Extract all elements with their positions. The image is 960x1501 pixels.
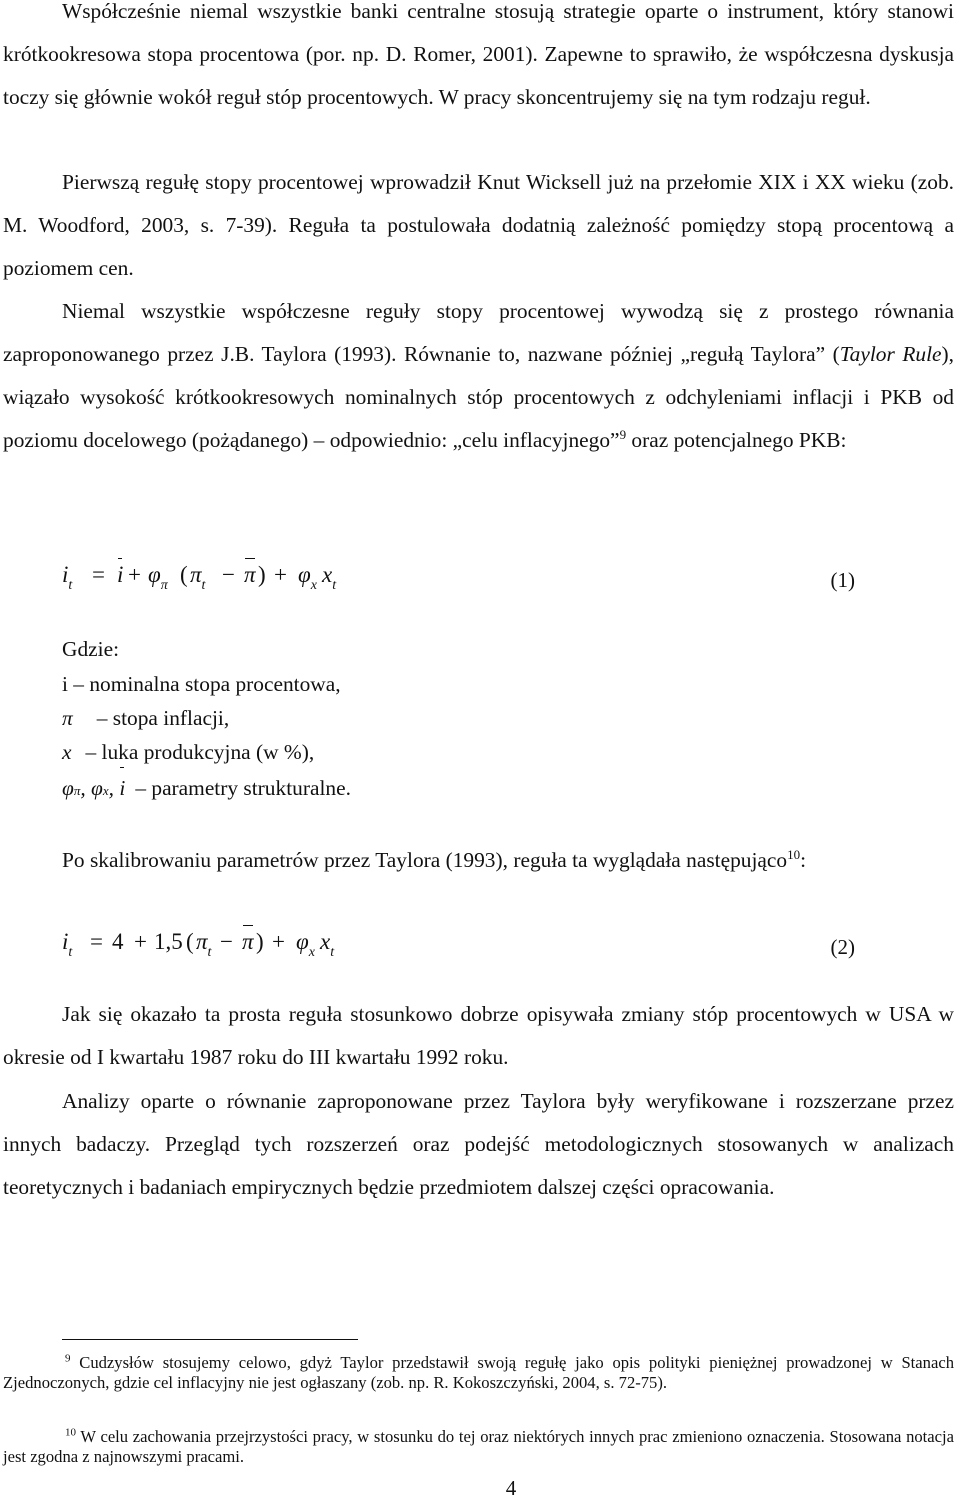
paragraph-intro: Współcześnie niemal wszystkie banki centralne stosują strategie oparte o instrument, który stanowi krótkookresowa stopa procentowa (por. np. D. Romer, 2001). Zapewne to sprawiło, że współczesna dyskusja toczy się głównie wokół reguł stóp procentowych. W pracy skoncentrujemy się na tym rodzaju reguł. [3,0,954,109]
legend-item-x: x – luka produkcyjna (w %), [62,740,315,764]
equation-1: $i_t$ = i + $\varphi_\pi$ ( $\pi_t$ − π ) + $\varphi_x$ $x_t$ (1) [62,562,855,593]
x-symbol: x [62,740,72,764]
params-symbols: φπ, φx, i [62,776,125,800]
legend-item-i: i – nominalna stopa procentowa, [62,672,341,696]
legend-heading: Gdzie: [62,637,120,661]
footnote-10: $^{10}$ W celu zachowania przejrzystości pracy, w stosunku do tej oraz niektórych innych prac zmieniono oznaczenia. Stosowana notacja jest zgodna z najnowszymi pracami. [3,1426,954,1466]
legend-item-pi: π – stopa inflacji, [62,706,230,730]
equation-2: $i_t$ = 4 + 1,5 ( $\pi_t$ − π ) + $\varphi_x$ $x_t$ (2) [62,929,855,960]
page-number: 4 [505,1476,517,1500]
legend-item-params: φπ, φx, i – parametry strukturalne. [62,771,351,808]
equation-2-number: (2) [830,935,855,959]
paragraph-usa: Jak się okazało ta prosta reguła stosunkowo dobrze opisywała zmiany stóp procentowych w USA w okresie od I kwartału 1987 roku do III kwartału 1992 roku. [3,1002,954,1069]
paragraph-analyses: Analizy oparte o równanie zaproponowane przez Taylora były weryfikowane i rozszerzane przez innych badaczy. Przegląd tych rozszerzeń oraz podejść metodologicznych stosowanych w analizach teoretycznych i badaniach empirycznych będzie przedmiotem dalszej części opracowania. [3,1089,954,1199]
paragraph-taylor-rule: Niemal wszystkie współczesne reguły stopy procentowej wywodzą się z prostego równania zaproponowanego przez J.B. Taylora (1993). Równanie to, nazwane później „regułą Taylora” (Taylor Rule), wiązało wysokość krótkookresowych nominalnych stóp procentowych z odchyleniami inflacji i PKB od poziomu docelowego (pożądanego) – odpowiednio: „celu inflacyjnego”$^9$ oraz potencjalnego PKB: [3,299,954,452]
pi-symbol: π [62,706,73,730]
footnote-separator [62,1339,358,1340]
paragraph-calibration: Po skalibrowaniu parametrów przez Taylora (1993), reguła ta wyglądała następująco$^{10}$: [62,846,807,872]
paragraph-wicksell: Pierwszą regułę stopy procentowej wprowadził Knut Wicksell już na przełomie XIX i XX wieku (zob. M. Woodford, 2003, s. 7-39). Reguła ta postulowała dodatnią zależność pomiędzy stopą procentową a poziomem cen. [3,170,954,280]
equation-1-number: (1) [830,568,855,592]
footnote-9: $^9$ Cudzysłów stosujemy celowo, gdyż Taylor przedstawił swoją regułę jako opis polityki pieniężnej prowadzonej w Stanach Zjednoczonych, gdzie cel inflacyjny nie jest ogłaszany (zob. np. R. Kokoszczyński, 2004, s. 72-75). [3,1352,954,1392]
taylor-rule-term: Taylor Rule [839,342,942,366]
footnote-ref-9: 9 [619,426,627,442]
footnote-ref-10: 10 [787,846,801,862]
